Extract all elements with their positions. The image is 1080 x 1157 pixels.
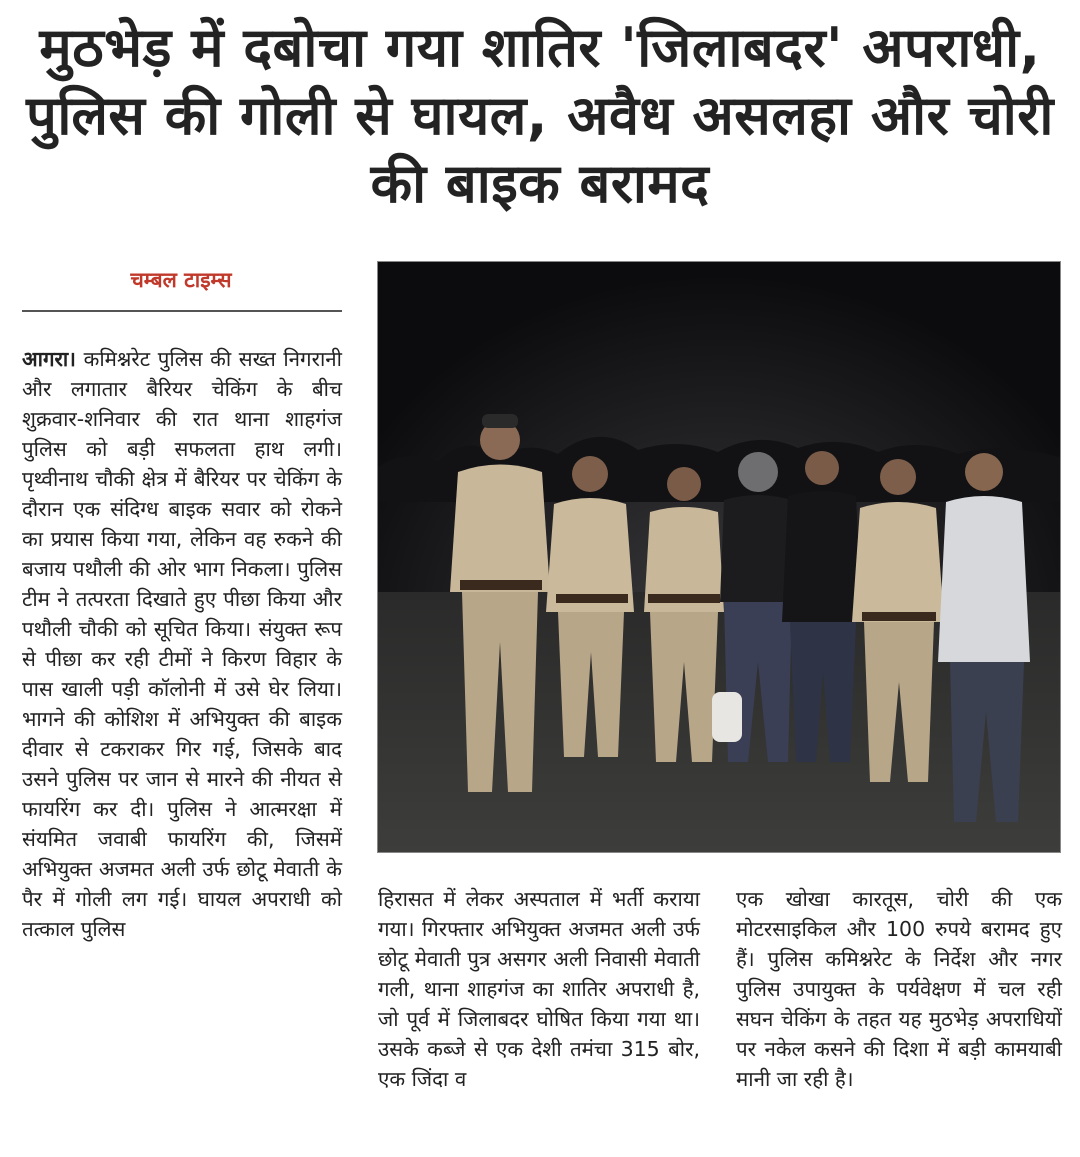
headline: मुठभेड़ में दबोचा गया शातिर 'जिलाबदर' अपराधी, पुलिस की गोली से घायल, अवैध असलहा और चोरी की बाइक बरामद bbox=[26, 16, 1054, 215]
dateline: आगरा। bbox=[22, 347, 76, 371]
article-column-3: एक खोखा कारतूस, चोरी की एक मोटरसाइकिल और 100 रुपये बरामद हुए हैं। पुलिस कमिश्नरेट के निर्देश और नगर पुलिस उपायुक्त के पर्यवेक्षण में चल रही सघन चेकिंग के तहत यह मुठभेड़ अपराधियों पर नकेल कसने की दिशा में बड़ी कामयाबी मानी जा रही है। bbox=[736, 887, 1062, 1091]
article-column-2: हिरासत में लेकर अस्पताल में भर्ती कराया गया। गिरफ्तार अभियुक्त अजमत अली उर्फ छोटू मेवाती पुत्र असगर अली निवासी मेवाती गली, थाना शाहगंज का शातिर अपराधी है, जो पूर्व में जिलाबदर घोषित किया गया था। उसके कब्जे से एक देशी तमंचा 315 बोर, एक जिंदा व bbox=[378, 887, 700, 1091]
article-column-1-text: कमिश्नरेट पुलिस की सख्त निगरानी और लगातार बैरियर चेकिंग के बीच शुक्रवार-शनिवार की रात थाना शाहगंज पुलिस को बड़ी सफलता हाथ लगी। पृथ्वीनाथ चौकी क्षेत्र में बैरियर पर चेकिंग के दौरान एक संदिग्ध बाइक सवार को रोकने का प्रयास किया गया, लेकिन वह रुकने की बजाय पथौली की ओर भाग निकला। पुलिस टीम ने तत्परता दिखाते हुए पीछा किया और पथौली चौकी को सूचित किया। संयुक्त रूप से पीछा कर रही टीमों ने किरण विहार के पास खाली पड़ी कॉलोनी में उसे घेर लिया। भागने की कोशिश में अभियुक्त की बाइक दीवार से टकराकर गिर गई, जिसके बाद उसने पुलिस पर जान से मारने की नीयत से फायरिंग कर दी। पुलिस ने आत्मरक्षा में संयमित जवाबी फायरिंग की, जिसमें अभियुक्त अजमत अली उर्फ छोटू मेवाती के पैर में गोली लग गई। घायल अपराधी को तत्काल पुलिस bbox=[22, 347, 342, 941]
article-column-1 bbox=[22, 344, 342, 1150]
byline-divider bbox=[22, 310, 342, 312]
byline: चम्बल टाइम्स bbox=[130, 268, 232, 292]
news-photo-illustration bbox=[378, 262, 1060, 852]
news-photo bbox=[378, 262, 1060, 852]
